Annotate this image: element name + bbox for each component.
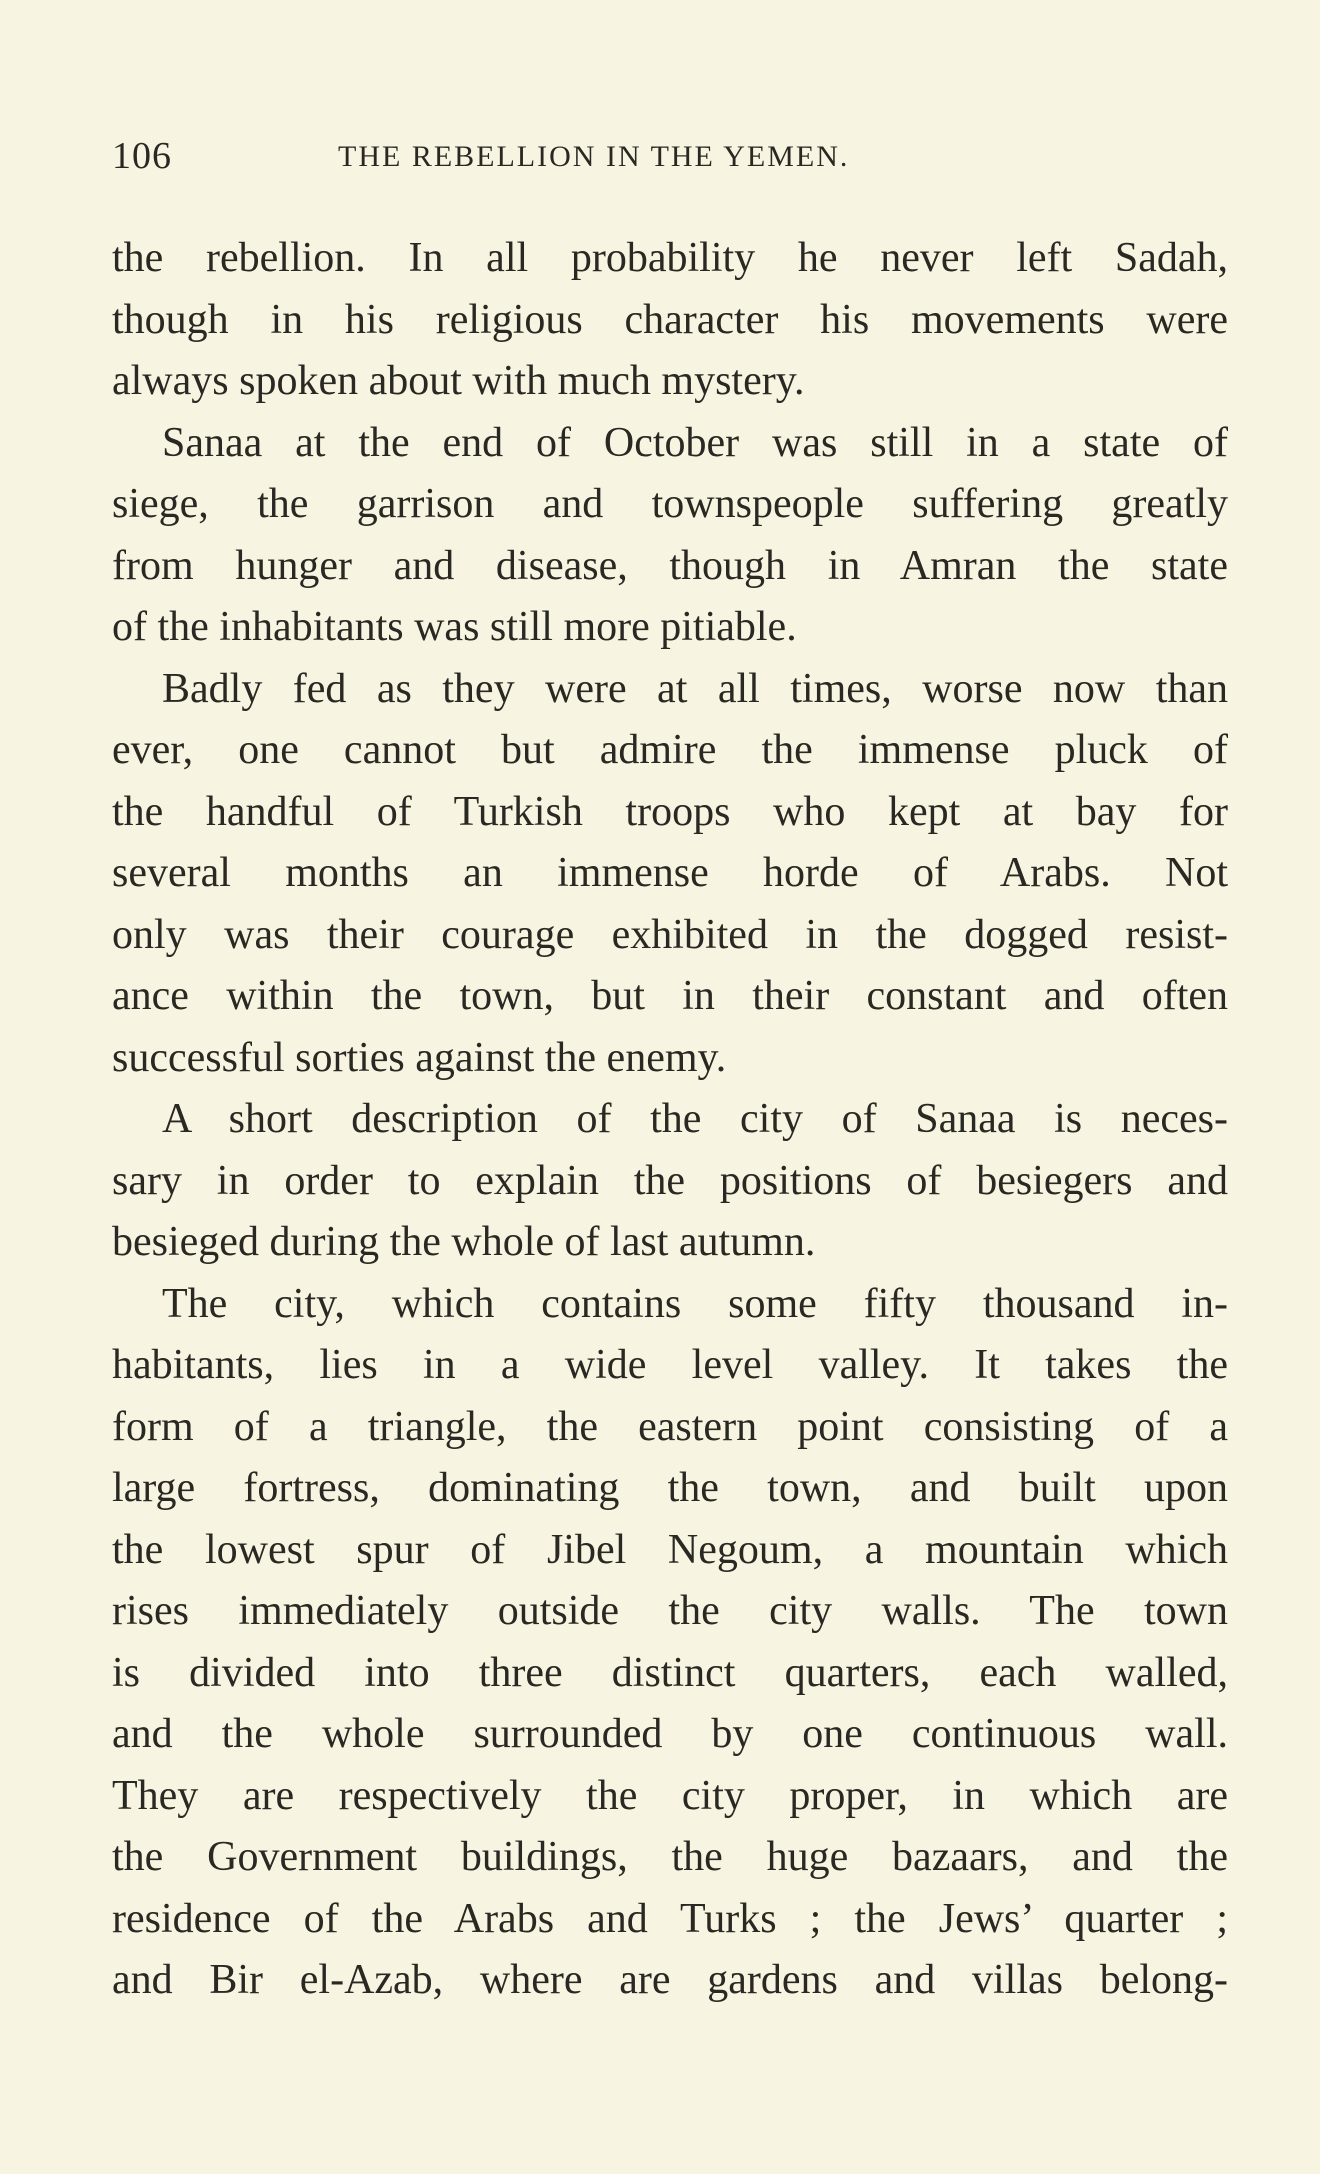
text-line: A short description of the city of Sanaa is neces- [162, 1096, 1228, 1142]
text-line: siege, the garrison and townspeople suffering greatly [112, 481, 1228, 527]
paragraph [112, 1274, 1228, 2012]
text-line: form of a triangle, the eastern point consisting of a [112, 1403, 1228, 1450]
text-line: the lowest spur of Jibel Negoum, a mountain which [112, 1526, 1228, 1573]
text-line: and Bir el-Azab, where are gardens and villas belong- [112, 1957, 1228, 2003]
text-line: large fortress, dominating the town, and built upon [112, 1465, 1228, 1511]
text-line: Sanaa at the end of October was still in a state of [162, 419, 1228, 466]
text-line: the Government buildings, the huge bazaars, and the [112, 1834, 1228, 1880]
text-line: several months an immense horde of Arabs. Not [112, 850, 1228, 896]
text-line: successful sorties against the enemy. [112, 1034, 727, 1081]
text-line: though in his religious character his movements were [112, 296, 1228, 343]
text-line: They are respectively the city proper, in which are [112, 1772, 1228, 1819]
paragraph [112, 1089, 1228, 1274]
text-line: Badly fed as they were at all times, worse now than [162, 665, 1228, 712]
page-header [112, 130, 1228, 180]
text-line: rises immediately outside the city walls. The town [112, 1588, 1228, 1634]
running-title: THE REBELLION IN THE YEMEN. [338, 140, 850, 173]
text-line: habitants, lies in a wide level valley. It takes the [112, 1342, 1228, 1388]
text-line: residence of the Arabs and Turks ; the Jews’ quarter ; [112, 1895, 1228, 1942]
text-line: is divided into three distinct quarters, each walled, [112, 1649, 1228, 1696]
text-line: only was their courage exhibited in the dogged resist- [112, 911, 1228, 958]
text-line: the rebellion. In all probability he never left Sadah, [112, 235, 1228, 281]
paragraph [112, 659, 1228, 1090]
text-line: and the whole surrounded by one continuous wall. [112, 1711, 1228, 1757]
text-line: ever, one cannot but admire the immense pluck of [112, 727, 1228, 773]
paragraph [112, 413, 1228, 659]
text-line: ance within the town, but in their constant and often [112, 973, 1228, 1019]
text-line: besieged during the whole of last autumn. [112, 1219, 816, 1265]
page-number: 106 [112, 135, 172, 177]
text-line: sary in order to explain the positions of besiegers and [112, 1157, 1228, 1204]
text-line: The city, which contains some fifty thousand in- [162, 1280, 1228, 1327]
body-text [112, 228, 1228, 2012]
text-line: from hunger and disease, though in Amran the state [112, 542, 1228, 589]
text-line: of the inhabitants was still more pitiable. [112, 604, 797, 650]
text-line: the handful of Turkish troops who kept at bay for [112, 788, 1228, 835]
paragraph [112, 228, 1228, 413]
text-line: always spoken about with much mystery. [112, 358, 805, 404]
